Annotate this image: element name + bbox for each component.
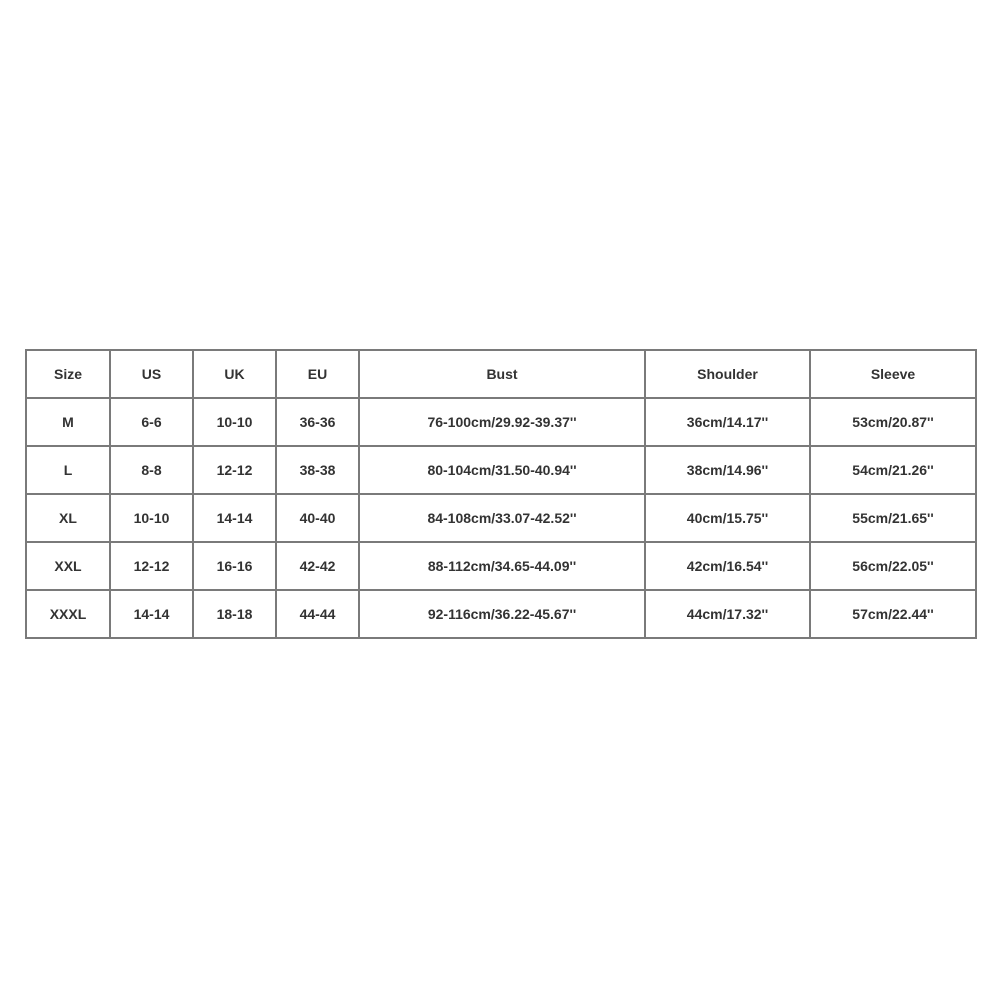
header-uk: UK <box>193 350 276 398</box>
cell-uk: 14-14 <box>193 494 276 542</box>
cell-shoulder: 44cm/17.32'' <box>645 590 810 638</box>
table-row <box>26 398 976 446</box>
header-us: US <box>110 350 193 398</box>
cell-us: 10-10 <box>110 494 193 542</box>
size-chart <box>25 349 975 639</box>
cell-uk: 12-12 <box>193 446 276 494</box>
cell-us: 8-8 <box>110 446 193 494</box>
cell-bust: 76-100cm/29.92-39.37'' <box>359 398 645 446</box>
header-bust: Bust <box>359 350 645 398</box>
cell-sleeve: 55cm/21.65'' <box>810 494 976 542</box>
table-row <box>26 446 976 494</box>
cell-us: 6-6 <box>110 398 193 446</box>
cell-eu: 42-42 <box>276 542 359 590</box>
cell-sleeve: 56cm/22.05'' <box>810 542 976 590</box>
cell-eu: 40-40 <box>276 494 359 542</box>
cell-size: M <box>26 398 110 446</box>
cell-shoulder: 42cm/16.54'' <box>645 542 810 590</box>
cell-size: L <box>26 446 110 494</box>
cell-eu: 38-38 <box>276 446 359 494</box>
table-row <box>26 542 976 590</box>
cell-size: XXXL <box>26 590 110 638</box>
cell-sleeve: 54cm/21.26'' <box>810 446 976 494</box>
header-size: Size <box>26 350 110 398</box>
table-row <box>26 494 976 542</box>
cell-bust: 80-104cm/31.50-40.94'' <box>359 446 645 494</box>
cell-bust: 84-108cm/33.07-42.52'' <box>359 494 645 542</box>
header-row <box>26 350 976 398</box>
cell-shoulder: 40cm/15.75'' <box>645 494 810 542</box>
cell-eu: 44-44 <box>276 590 359 638</box>
cell-eu: 36-36 <box>276 398 359 446</box>
header-sleeve: Sleeve <box>810 350 976 398</box>
cell-sleeve: 53cm/20.87'' <box>810 398 976 446</box>
size-chart-table <box>25 349 977 639</box>
table-row <box>26 590 976 638</box>
cell-uk: 10-10 <box>193 398 276 446</box>
cell-sleeve: 57cm/22.44'' <box>810 590 976 638</box>
cell-uk: 16-16 <box>193 542 276 590</box>
header-shoulder: Shoulder <box>645 350 810 398</box>
cell-shoulder: 36cm/14.17'' <box>645 398 810 446</box>
cell-bust: 88-112cm/34.65-44.09'' <box>359 542 645 590</box>
cell-bust: 92-116cm/36.22-45.67'' <box>359 590 645 638</box>
cell-size: XXL <box>26 542 110 590</box>
cell-us: 12-12 <box>110 542 193 590</box>
header-eu: EU <box>276 350 359 398</box>
cell-uk: 18-18 <box>193 590 276 638</box>
cell-shoulder: 38cm/14.96'' <box>645 446 810 494</box>
cell-us: 14-14 <box>110 590 193 638</box>
cell-size: XL <box>26 494 110 542</box>
